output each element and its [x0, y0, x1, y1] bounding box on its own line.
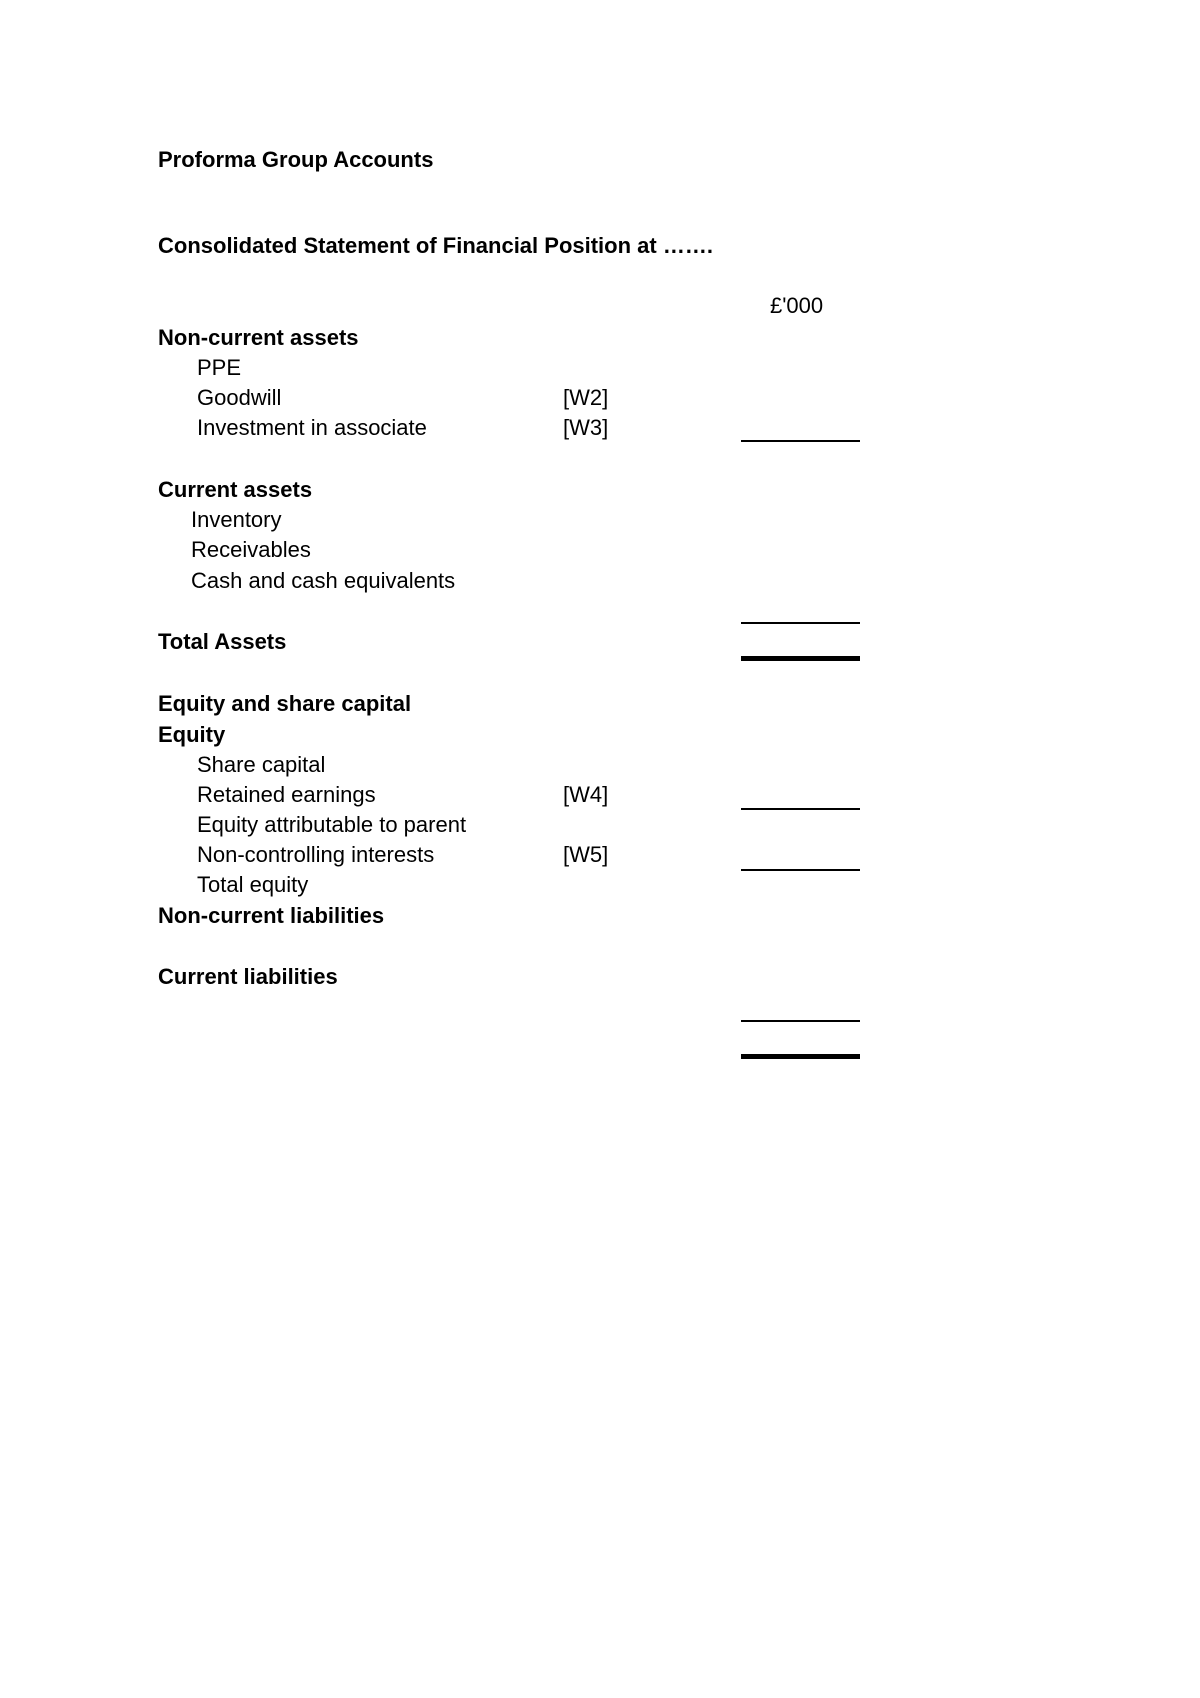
statement-title: Consolidated Statement of Financial Position at …….	[158, 233, 713, 258]
line-item-retained-earnings: Retained earnings	[197, 782, 376, 807]
working-ref-w2: [W2]	[563, 385, 609, 410]
line-item-investment-in-associate: Investment in associate	[197, 415, 427, 440]
currency-header: £'000	[770, 293, 824, 318]
working-ref-w3: [W3]	[563, 415, 609, 440]
line-item-non-controlling-interests: Non-controlling interests	[197, 842, 435, 867]
line-item-share-capital: Share capital	[197, 752, 326, 777]
line-item-inventory: Inventory	[191, 507, 282, 532]
current-liabilities-heading: Current liabilities	[158, 964, 338, 989]
equity-and-share-capital-heading: Equity and share capital	[158, 691, 412, 716]
line-item-receivables: Receivables	[191, 537, 311, 562]
document-title: Proforma Group Accounts	[158, 147, 434, 172]
total-assets-label: Total Assets	[158, 629, 287, 654]
non-current-liabilities-heading: Non-current liabilities	[158, 903, 385, 928]
subtotal-rule-current-assets	[741, 622, 860, 624]
subtotal-rule-liabilities	[741, 1020, 860, 1022]
total-rule-assets	[741, 656, 860, 661]
subtotal-rule-retained-earnings	[741, 808, 860, 810]
working-ref-w5: [W5]	[563, 842, 609, 867]
equity-subheading: Equity	[158, 722, 226, 747]
line-item-ppe: PPE	[197, 355, 242, 380]
working-ref-w4: [W4]	[563, 782, 609, 807]
subtotal-rule-non-controlling-interests	[741, 869, 860, 871]
line-item-total-equity: Total equity	[197, 872, 309, 897]
line-item-goodwill: Goodwill	[197, 385, 282, 410]
line-item-equity-attributable-to-parent: Equity attributable to parent	[197, 812, 467, 837]
total-rule-equity-and-liabilities	[741, 1054, 860, 1059]
current-assets-heading: Current assets	[158, 477, 313, 502]
subtotal-rule-non-current-assets	[741, 440, 860, 442]
non-current-assets-heading: Non-current assets	[158, 325, 359, 350]
line-item-cash: Cash and cash equivalents	[191, 568, 456, 593]
